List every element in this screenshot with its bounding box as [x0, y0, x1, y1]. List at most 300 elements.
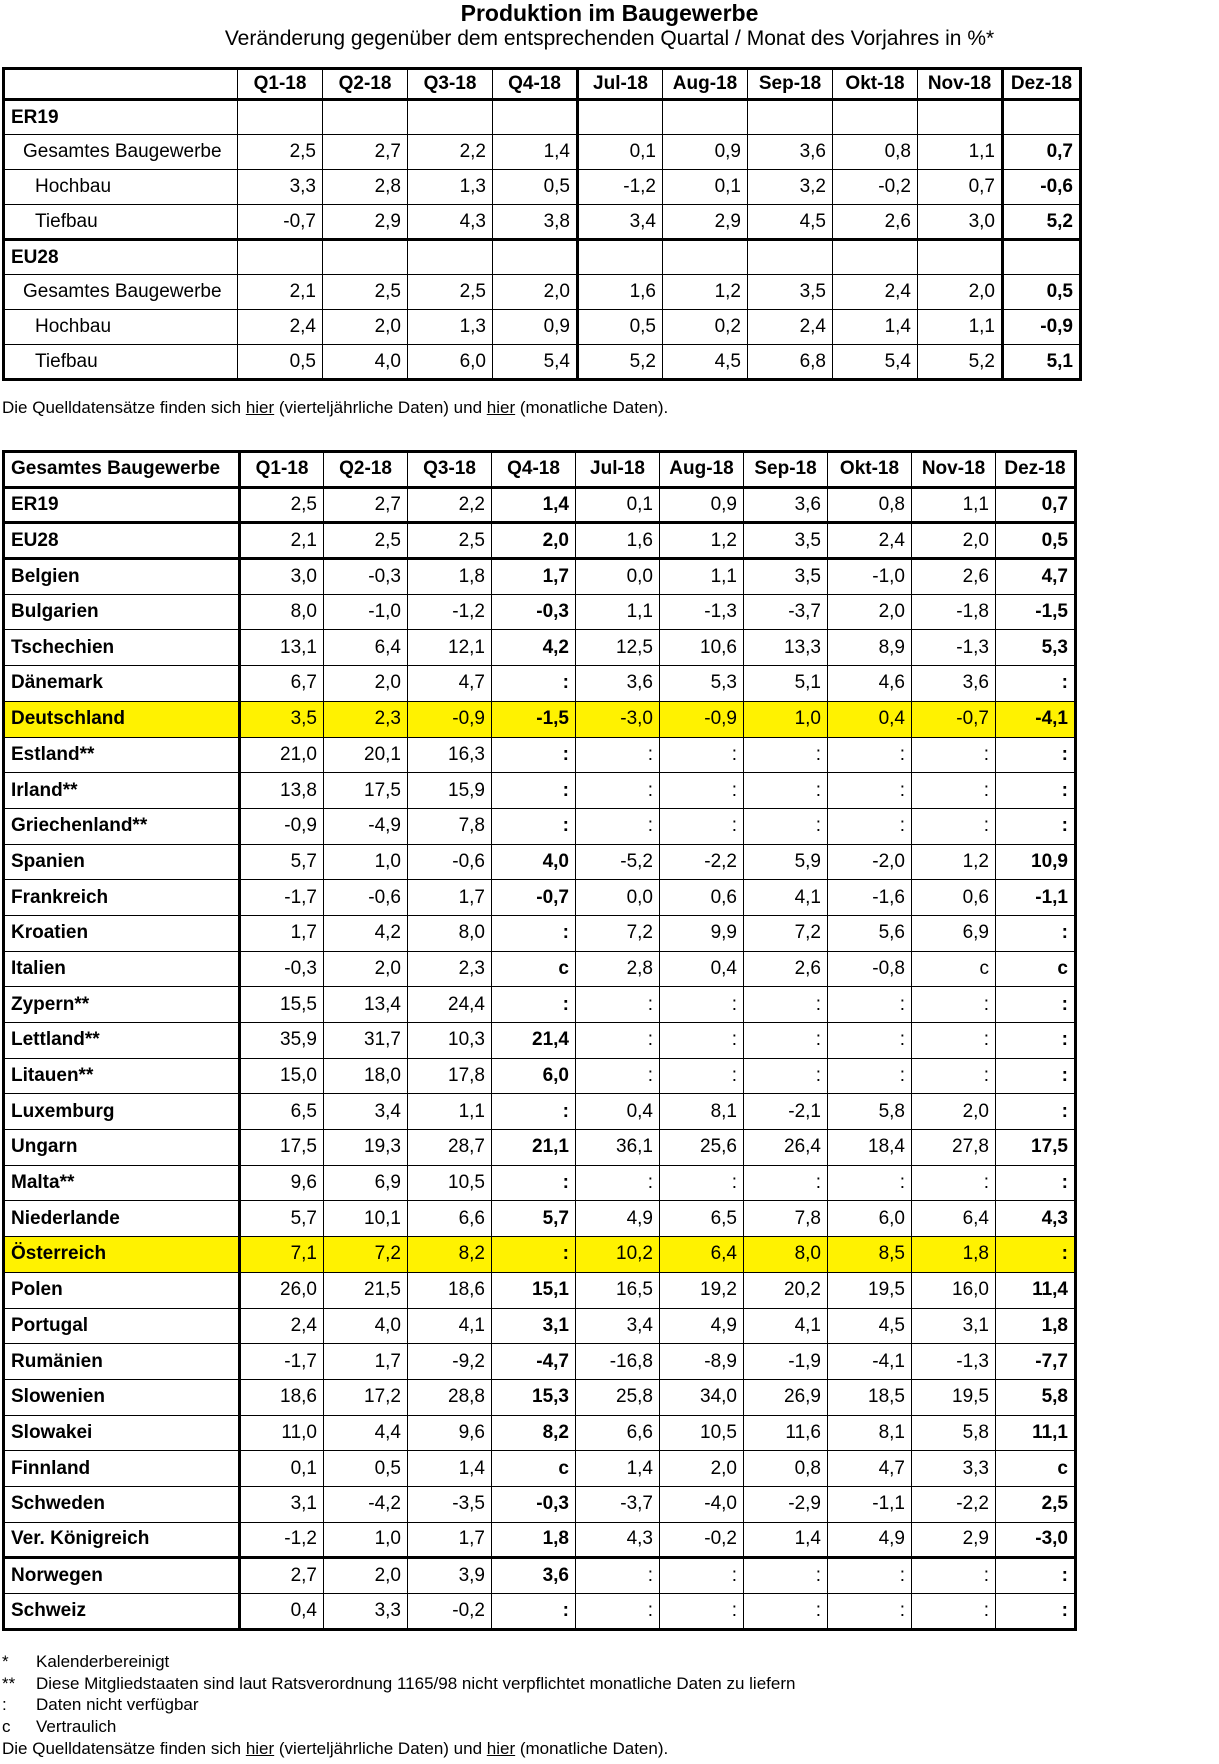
country-label: Niederlande: [4, 1201, 240, 1237]
value-cell: 4,2: [324, 915, 408, 951]
country-label: Dänemark: [4, 666, 240, 702]
column-header: Aug-18: [663, 69, 748, 100]
value-cell: 8,0: [240, 594, 324, 630]
table-row: [4, 275, 1081, 310]
table-row: [4, 1486, 1076, 1522]
value-cell: 2,0: [660, 1451, 744, 1487]
value-cell: :: [492, 1594, 576, 1630]
value-cell: 4,7: [408, 666, 492, 702]
value-cell: 0,8: [833, 135, 918, 170]
value-cell: 15,0: [240, 1058, 324, 1094]
value-cell: 2,0: [912, 1094, 996, 1130]
country-label: Finnland: [4, 1451, 240, 1487]
value-cell: 5,8: [996, 1379, 1076, 1415]
value-cell: :: [912, 773, 996, 809]
value-cell: :: [660, 773, 744, 809]
table-row: [4, 345, 1081, 380]
value-cell: 17,5: [996, 1130, 1076, 1166]
value-cell: 0,6: [660, 880, 744, 916]
country-label: Rumänien: [4, 1344, 240, 1380]
value-cell: 0,9: [660, 487, 744, 523]
value-cell: 4,6: [828, 666, 912, 702]
value-cell: 21,0: [240, 737, 324, 773]
group-row: [4, 240, 1081, 275]
value-cell: 2,5: [323, 275, 408, 310]
value-cell: 3,5: [240, 701, 324, 737]
column-header: Nov-18: [918, 69, 1003, 100]
country-label: Ver. Königreich: [4, 1522, 240, 1558]
value-cell: 2,0: [324, 666, 408, 702]
value-cell: 2,7: [323, 135, 408, 170]
value-cell: -4,0: [660, 1486, 744, 1522]
value-cell: 24,4: [408, 987, 492, 1023]
value-cell: 26,0: [240, 1272, 324, 1308]
value-cell: 0,5: [578, 310, 663, 345]
value-cell: :: [576, 1023, 660, 1059]
value-cell: 2,4: [833, 275, 918, 310]
value-cell: 5,2: [578, 345, 663, 380]
value-cell: 8,1: [828, 1415, 912, 1451]
value-cell: 1,0: [324, 1522, 408, 1558]
value-cell: 0,7: [1003, 135, 1081, 170]
value-cell: 3,6: [576, 666, 660, 702]
empty-cell: [1003, 240, 1081, 275]
monthly-data-link[interactable]: hier: [486, 398, 516, 417]
country-label: Estland**: [4, 737, 240, 773]
value-cell: 3,3: [238, 170, 323, 205]
value-cell: 3,3: [912, 1451, 996, 1487]
value-cell: 8,0: [408, 915, 492, 951]
value-cell: 21,4: [492, 1023, 576, 1059]
value-cell: 0,4: [828, 701, 912, 737]
value-cell: 2,5: [996, 1486, 1076, 1522]
value-cell: -1,7: [240, 1344, 324, 1380]
column-header: Sep-18: [744, 452, 828, 488]
source-note-1: [2, 398, 668, 418]
value-cell: :: [912, 1594, 996, 1630]
header-row: [4, 69, 1081, 100]
value-cell: 25,6: [660, 1130, 744, 1166]
value-cell: -0,2: [660, 1522, 744, 1558]
country-label: Zypern**: [4, 987, 240, 1023]
value-cell: :: [660, 1058, 744, 1094]
footnote: [2, 1673, 795, 1695]
empty-cell: [323, 100, 408, 135]
value-cell: 3,3: [324, 1594, 408, 1630]
value-cell: 6,6: [408, 1201, 492, 1237]
value-cell: 2,0: [918, 275, 1003, 310]
value-cell: -16,8: [576, 1344, 660, 1380]
country-label: EU28: [4, 523, 240, 559]
value-cell: :: [828, 1165, 912, 1201]
empty-cell: [408, 240, 493, 275]
country-label: Portugal: [4, 1308, 240, 1344]
value-cell: :: [576, 808, 660, 844]
empty-cell: [833, 240, 918, 275]
empty-cell: [578, 100, 663, 135]
value-cell: 5,8: [912, 1415, 996, 1451]
value-cell: 9,9: [660, 915, 744, 951]
value-cell: 36,1: [576, 1130, 660, 1166]
value-cell: 1,4: [744, 1522, 828, 1558]
value-cell: 13,8: [240, 773, 324, 809]
country-label: Frankreich: [4, 880, 240, 916]
value-cell: -2,1: [744, 1094, 828, 1130]
value-cell: -9,2: [408, 1344, 492, 1380]
footnote-symbol: :: [2, 1695, 7, 1714]
value-cell: 4,0: [324, 1308, 408, 1344]
column-header: Sep-18: [748, 69, 833, 100]
value-cell: 2,5: [408, 523, 492, 559]
value-cell: 6,5: [240, 1094, 324, 1130]
value-cell: :: [660, 1594, 744, 1630]
value-cell: 4,0: [492, 844, 576, 880]
value-cell: 4,1: [744, 1308, 828, 1344]
value-cell: c: [996, 1451, 1076, 1487]
quarterly-data-link[interactable]: hier: [245, 1739, 275, 1758]
footnote-text: Daten nicht verfügbar: [36, 1695, 199, 1714]
value-cell: c: [492, 1451, 576, 1487]
country-label: Tschechien: [4, 630, 240, 666]
value-cell: 8,0: [744, 1237, 828, 1273]
value-cell: 0,9: [493, 310, 578, 345]
value-cell: 1,8: [492, 1522, 576, 1558]
value-cell: :: [996, 1558, 1076, 1594]
value-cell: 3,1: [912, 1308, 996, 1344]
value-cell: 20,2: [744, 1272, 828, 1308]
value-cell: :: [996, 1023, 1076, 1059]
value-cell: :: [912, 737, 996, 773]
value-cell: :: [744, 773, 828, 809]
value-cell: -0,2: [408, 1594, 492, 1630]
source-note-text: (vierteljährliche Daten) und: [274, 1739, 487, 1758]
value-cell: :: [996, 808, 1076, 844]
country-table: [2, 450, 1077, 1631]
value-cell: :: [744, 1165, 828, 1201]
value-cell: 3,5: [748, 275, 833, 310]
value-cell: -0,3: [240, 951, 324, 987]
value-cell: -1,2: [240, 1522, 324, 1558]
country-label: Slowakei: [4, 1415, 240, 1451]
table-row: [4, 1201, 1076, 1237]
value-cell: 7,2: [744, 915, 828, 951]
group-label: EU28: [4, 240, 238, 275]
value-cell: 21,1: [492, 1130, 576, 1166]
value-cell: -5,2: [576, 844, 660, 880]
column-header: Dez-18: [1003, 69, 1081, 100]
value-cell: 15,9: [408, 773, 492, 809]
value-cell: 2,2: [408, 487, 492, 523]
table-row: [4, 170, 1081, 205]
country-label: Luxemburg: [4, 1094, 240, 1130]
value-cell: 5,8: [828, 1094, 912, 1130]
value-cell: :: [744, 737, 828, 773]
table-row: [4, 773, 1076, 809]
value-cell: 0,1: [578, 135, 663, 170]
value-cell: -1,3: [660, 594, 744, 630]
value-cell: 0,2: [663, 310, 748, 345]
value-cell: 16,0: [912, 1272, 996, 1308]
value-cell: 5,2: [1003, 205, 1081, 240]
table-row: [4, 1237, 1076, 1273]
value-cell: 0,0: [576, 880, 660, 916]
table-row: [4, 135, 1081, 170]
monthly-data-link[interactable]: hier: [486, 1739, 516, 1758]
table-row: [4, 844, 1076, 880]
value-cell: 6,0: [408, 345, 493, 380]
value-cell: 2,5: [240, 487, 324, 523]
value-cell: 6,4: [660, 1237, 744, 1273]
value-cell: 11,0: [240, 1415, 324, 1451]
value-cell: 17,5: [240, 1130, 324, 1166]
value-cell: 0,8: [828, 487, 912, 523]
country-label: Norwegen: [4, 1558, 240, 1594]
value-cell: 34,0: [660, 1379, 744, 1415]
value-cell: 1,4: [408, 1451, 492, 1487]
empty-cell: [408, 100, 493, 135]
value-cell: 18,6: [408, 1272, 492, 1308]
table-row: [4, 737, 1076, 773]
footnote: [2, 1716, 116, 1738]
value-cell: 17,5: [324, 773, 408, 809]
value-cell: 0,5: [238, 345, 323, 380]
value-cell: -0,3: [324, 559, 408, 595]
value-cell: 4,1: [744, 880, 828, 916]
quarterly-data-link[interactable]: hier: [245, 398, 275, 417]
value-cell: 19,3: [324, 1130, 408, 1166]
country-label: Ungarn: [4, 1130, 240, 1166]
value-cell: :: [576, 737, 660, 773]
value-cell: :: [576, 1558, 660, 1594]
header-row: [4, 452, 1076, 488]
value-cell: 3,6: [748, 135, 833, 170]
value-cell: -1,6: [828, 880, 912, 916]
value-cell: -2,0: [828, 844, 912, 880]
table-row: [4, 1272, 1076, 1308]
value-cell: 3,6: [744, 487, 828, 523]
value-cell: 6,5: [660, 1201, 744, 1237]
value-cell: 5,1: [744, 666, 828, 702]
value-cell: :: [660, 1558, 744, 1594]
value-cell: 0,4: [240, 1594, 324, 1630]
value-cell: 10,1: [324, 1201, 408, 1237]
value-cell: 0,1: [576, 487, 660, 523]
value-cell: 18,5: [828, 1379, 912, 1415]
empty-cell: [833, 100, 918, 135]
value-cell: 8,9: [828, 630, 912, 666]
value-cell: 0,5: [324, 1451, 408, 1487]
value-cell: 13,1: [240, 630, 324, 666]
value-cell: 0,8: [744, 1451, 828, 1487]
empty-cell: [918, 240, 1003, 275]
value-cell: -1,7: [240, 880, 324, 916]
value-cell: 2,5: [238, 135, 323, 170]
value-cell: :: [996, 737, 1076, 773]
value-cell: 5,3: [996, 630, 1076, 666]
value-cell: 15,1: [492, 1272, 576, 1308]
empty-cell: [663, 240, 748, 275]
value-cell: 18,0: [324, 1058, 408, 1094]
value-cell: :: [744, 1558, 828, 1594]
value-cell: 2,6: [833, 205, 918, 240]
source-note-text: Die Quelldatensätze finden sich: [2, 398, 246, 417]
table-row: [4, 666, 1076, 702]
footnote-text: Kalenderbereinigt: [36, 1652, 170, 1671]
value-cell: :: [912, 1058, 996, 1094]
table-row: [4, 205, 1081, 240]
value-cell: 1,2: [660, 523, 744, 559]
value-cell: 2,9: [912, 1522, 996, 1558]
value-cell: c: [492, 951, 576, 987]
value-cell: 6,9: [912, 915, 996, 951]
value-cell: :: [576, 987, 660, 1023]
value-cell: 2,0: [828, 594, 912, 630]
value-cell: 11,6: [744, 1415, 828, 1451]
value-cell: 2,6: [744, 951, 828, 987]
value-cell: 3,4: [324, 1094, 408, 1130]
row-label: Tiefbau: [4, 345, 238, 380]
value-cell: :: [576, 1165, 660, 1201]
value-cell: 8,5: [828, 1237, 912, 1273]
value-cell: 3,1: [240, 1486, 324, 1522]
value-cell: 5,3: [660, 666, 744, 702]
value-cell: 0,5: [1003, 275, 1081, 310]
value-cell: c: [912, 951, 996, 987]
value-cell: 2,3: [408, 951, 492, 987]
value-cell: -3,0: [996, 1522, 1076, 1558]
value-cell: 6,4: [324, 630, 408, 666]
value-cell: 1,8: [408, 559, 492, 595]
value-cell: 25,8: [576, 1379, 660, 1415]
footnote: [2, 1651, 169, 1673]
value-cell: :: [492, 1165, 576, 1201]
value-cell: 10,3: [408, 1023, 492, 1059]
value-cell: 5,9: [744, 844, 828, 880]
value-cell: 1,1: [408, 1094, 492, 1130]
value-cell: -3,7: [744, 594, 828, 630]
value-cell: 3,0: [918, 205, 1003, 240]
value-cell: 1,0: [324, 844, 408, 880]
value-cell: :: [744, 987, 828, 1023]
value-cell: 0,1: [240, 1451, 324, 1487]
table-row: [4, 1344, 1076, 1380]
column-header: Q2-18: [324, 452, 408, 488]
footnote-symbol: *: [2, 1652, 9, 1671]
value-cell: :: [660, 1023, 744, 1059]
value-cell: :: [912, 808, 996, 844]
value-cell: :: [744, 1594, 828, 1630]
value-cell: 26,9: [744, 1379, 828, 1415]
value-cell: 12,1: [408, 630, 492, 666]
value-cell: -4,7: [492, 1344, 576, 1380]
value-cell: 6,0: [492, 1058, 576, 1094]
column-header: Okt-18: [833, 69, 918, 100]
value-cell: 9,6: [408, 1415, 492, 1451]
page-title: Produktion im Baugewerbe: [460, 0, 759, 26]
table-row: [4, 487, 1076, 523]
value-cell: 1,2: [663, 275, 748, 310]
value-cell: 4,3: [408, 205, 493, 240]
value-cell: 1,7: [492, 559, 576, 595]
value-cell: 2,0: [912, 523, 996, 559]
value-cell: 27,8: [912, 1130, 996, 1166]
value-cell: -0,9: [1003, 310, 1081, 345]
value-cell: :: [576, 1058, 660, 1094]
value-cell: 31,7: [324, 1023, 408, 1059]
value-cell: :: [576, 773, 660, 809]
table-row: [4, 630, 1076, 666]
value-cell: 2,4: [828, 523, 912, 559]
footnote-symbol: c: [2, 1716, 11, 1736]
value-cell: -0,9: [240, 808, 324, 844]
value-cell: 4,7: [996, 559, 1076, 595]
value-cell: -1,3: [912, 630, 996, 666]
value-cell: 3,4: [576, 1308, 660, 1344]
value-cell: 10,2: [576, 1237, 660, 1273]
value-cell: 0,6: [912, 880, 996, 916]
value-cell: 0,1: [663, 170, 748, 205]
value-cell: 20,1: [324, 737, 408, 773]
country-label: Belgien: [4, 559, 240, 595]
value-cell: 15,5: [240, 987, 324, 1023]
column-header: Aug-18: [660, 452, 744, 488]
value-cell: 18,6: [240, 1379, 324, 1415]
value-cell: 12,5: [576, 630, 660, 666]
country-label: Deutschland: [4, 701, 240, 737]
value-cell: 1,4: [493, 135, 578, 170]
value-cell: 2,1: [238, 275, 323, 310]
value-cell: 10,9: [996, 844, 1076, 880]
value-cell: 13,3: [744, 630, 828, 666]
value-cell: 4,9: [828, 1522, 912, 1558]
value-cell: 0,7: [918, 170, 1003, 205]
source-note-text: (monatliche Daten).: [515, 398, 669, 417]
value-cell: 4,1: [408, 1308, 492, 1344]
value-cell: 3,1: [492, 1308, 576, 1344]
empty-cell: [663, 100, 748, 135]
value-cell: 7,1: [240, 1237, 324, 1273]
page-subtitle: Veränderung gegenüber dem entsprechenden Quartal / Monat des Vorjahres in %*: [224, 27, 995, 50]
value-cell: 1,4: [833, 310, 918, 345]
value-cell: 19,5: [828, 1272, 912, 1308]
value-cell: 2,0: [324, 1558, 408, 1594]
value-cell: 28,8: [408, 1379, 492, 1415]
source-note-text: (monatliche Daten).: [515, 1739, 669, 1758]
value-cell: 2,7: [324, 487, 408, 523]
value-cell: :: [744, 808, 828, 844]
value-cell: -0,6: [324, 880, 408, 916]
value-cell: :: [996, 1165, 1076, 1201]
value-cell: 5,4: [833, 345, 918, 380]
value-cell: 5,1: [1003, 345, 1081, 380]
value-cell: 7,2: [576, 915, 660, 951]
value-cell: :: [828, 1023, 912, 1059]
country-label: Polen: [4, 1272, 240, 1308]
table-row: [4, 987, 1076, 1023]
value-cell: :: [996, 1094, 1076, 1130]
value-cell: 28,7: [408, 1130, 492, 1166]
value-cell: 3,5: [744, 559, 828, 595]
row-label: Hochbau: [4, 170, 238, 205]
value-cell: :: [996, 987, 1076, 1023]
value-cell: 2,4: [238, 310, 323, 345]
table-row: [4, 1165, 1076, 1201]
value-cell: 1,7: [240, 915, 324, 951]
value-cell: 3,8: [493, 205, 578, 240]
value-cell: 5,6: [828, 915, 912, 951]
row-label: Gesamtes Baugewerbe: [4, 135, 238, 170]
value-cell: :: [660, 737, 744, 773]
